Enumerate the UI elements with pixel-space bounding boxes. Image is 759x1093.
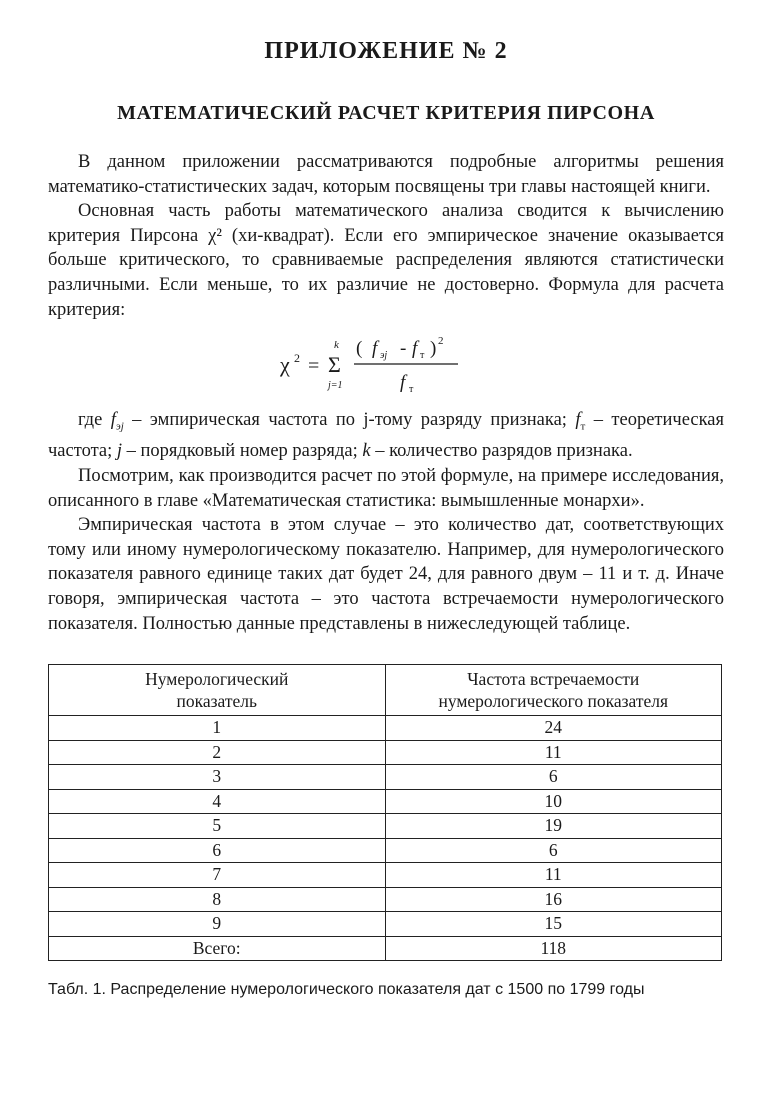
cell-indicator: 7	[49, 863, 386, 888]
def-text-a: где	[78, 410, 111, 431]
table-total-row	[49, 936, 722, 961]
table-row	[49, 789, 722, 814]
table-row	[49, 912, 722, 937]
header-frequency	[385, 665, 722, 716]
def-text-d: – порядковый номер разряда;	[122, 441, 363, 462]
table-row	[49, 740, 722, 765]
header-indicator-line1: Нумерологический	[145, 669, 289, 690]
def-f-emp-sub: эj	[115, 420, 124, 433]
cell-frequency: 24	[385, 716, 722, 741]
paragraph-example: Посмотрим, как производится расчет по этой формуле, на примере исследования, описанного в главе «Математическая статистика: вымышленные монархи».	[48, 466, 724, 511]
table-row	[49, 887, 722, 912]
formula-f-theo: f	[412, 338, 418, 360]
def-f-theo: f	[575, 410, 581, 431]
cell-indicator: 6	[49, 838, 386, 863]
table-row	[49, 765, 722, 790]
paragraph-frequency: Эмпирическая частота в этом случае – это количество дат, соответствующих тому или иному нумерологическому показателю. Например, для нумерологического показателя равного единице таких дат будет 24, для равного двум – 11 и т. д. Иначе говоря, эмпирическая частота – это частота встречаемости нумерологического показателя. Полностью данные представлены в нижеследующей таблице.	[48, 515, 724, 634]
header-indicator	[49, 665, 386, 716]
section-title: МАТЕМАТИЧЕСКИЙ РАСЧЕТ КРИТЕРИЯ ПИРСОНА	[117, 102, 655, 124]
pearson-formula	[48, 328, 724, 406]
table-header-row	[49, 665, 722, 716]
cell-indicator: 1	[49, 716, 386, 741]
formula-equals: =	[308, 355, 320, 378]
table-row	[49, 863, 722, 888]
def-f-emp: f	[110, 410, 116, 431]
formula-graphic	[278, 328, 518, 406]
cell-frequency: 11	[385, 863, 722, 888]
body-text	[48, 150, 724, 636]
formula-f-theo-sub: т	[420, 350, 425, 362]
appendix-title: ПРИЛОЖЕНИЕ № 2	[264, 38, 508, 64]
paragraph-pearson: Основная часть работы математического анализа сводится к вычислению критерия Пирсона χ² (хи-квадрат). Если его эмпирическое значение оказывается больше критического, то сравниваемые распределения являются статистически различными. Если меньше, то их различие не достоверно. Формула для расчета критерия:	[48, 201, 724, 320]
cell-indicator: 8	[49, 887, 386, 912]
formula-den-sub: т	[409, 384, 414, 396]
cell-indicator: 4	[49, 789, 386, 814]
formula-sum-sign: Σ	[328, 352, 341, 378]
frequency-table	[48, 664, 722, 961]
formula-sum-upper: k	[334, 339, 339, 352]
cell-frequency: 10	[385, 789, 722, 814]
table-row	[49, 814, 722, 839]
formula-den-f: f	[400, 372, 406, 394]
formula-chi-power: 2	[294, 351, 300, 366]
def-text-b: – эмпирическая частота по j-тому разряду признака;	[123, 410, 576, 431]
def-text-e: – количество разрядов признака.	[370, 441, 633, 462]
cell-frequency: 6	[385, 765, 722, 790]
formula-num-power: 2	[438, 335, 444, 348]
cell-frequency: 11	[385, 740, 722, 765]
cell-total-value: 118	[385, 936, 722, 961]
header-indicator-line2: показатель	[176, 691, 257, 712]
cell-indicator: 5	[49, 814, 386, 839]
cell-frequency: 19	[385, 814, 722, 839]
cell-frequency: 15	[385, 912, 722, 937]
cell-indicator: 9	[49, 912, 386, 937]
formula-f-emp-sub: эj	[380, 350, 388, 362]
formula-chi: χ	[280, 352, 290, 378]
def-text-c: – теоретическая частота;	[48, 410, 725, 462]
page	[48, 34, 724, 999]
formula-f-emp: f	[372, 338, 378, 360]
table-row	[49, 838, 722, 863]
formula-close-paren: )	[430, 338, 437, 360]
cell-total-label: Всего:	[49, 936, 386, 961]
def-j: j	[116, 441, 123, 462]
formula-sum-lower: j=1	[328, 380, 343, 392]
cell-frequency: 6	[385, 838, 722, 863]
paragraph-intro: В данном приложении рассматриваются подробные алгоритмы решения математико-статистических задач, которым посвящены три главы настоящей книги.	[48, 152, 724, 197]
formula-open-paren: (	[356, 338, 363, 360]
cell-frequency: 16	[385, 887, 722, 912]
table-caption: Табл. 1. Распределение нумерологического показателя дат с 1500 по 1799 годы	[48, 981, 645, 999]
cell-indicator: 3	[49, 765, 386, 790]
header-frequency-line2: нумерологического показателя	[438, 691, 669, 712]
table-row	[49, 716, 722, 741]
paragraph-definitions	[48, 408, 724, 464]
def-f-theo-sub: т	[580, 420, 586, 433]
cell-indicator: 2	[49, 740, 386, 765]
header-frequency-line1: Частота встречаемости	[467, 669, 640, 690]
formula-minus: -	[400, 338, 407, 360]
frequency-table-container	[48, 664, 724, 961]
def-k: k	[362, 441, 371, 462]
